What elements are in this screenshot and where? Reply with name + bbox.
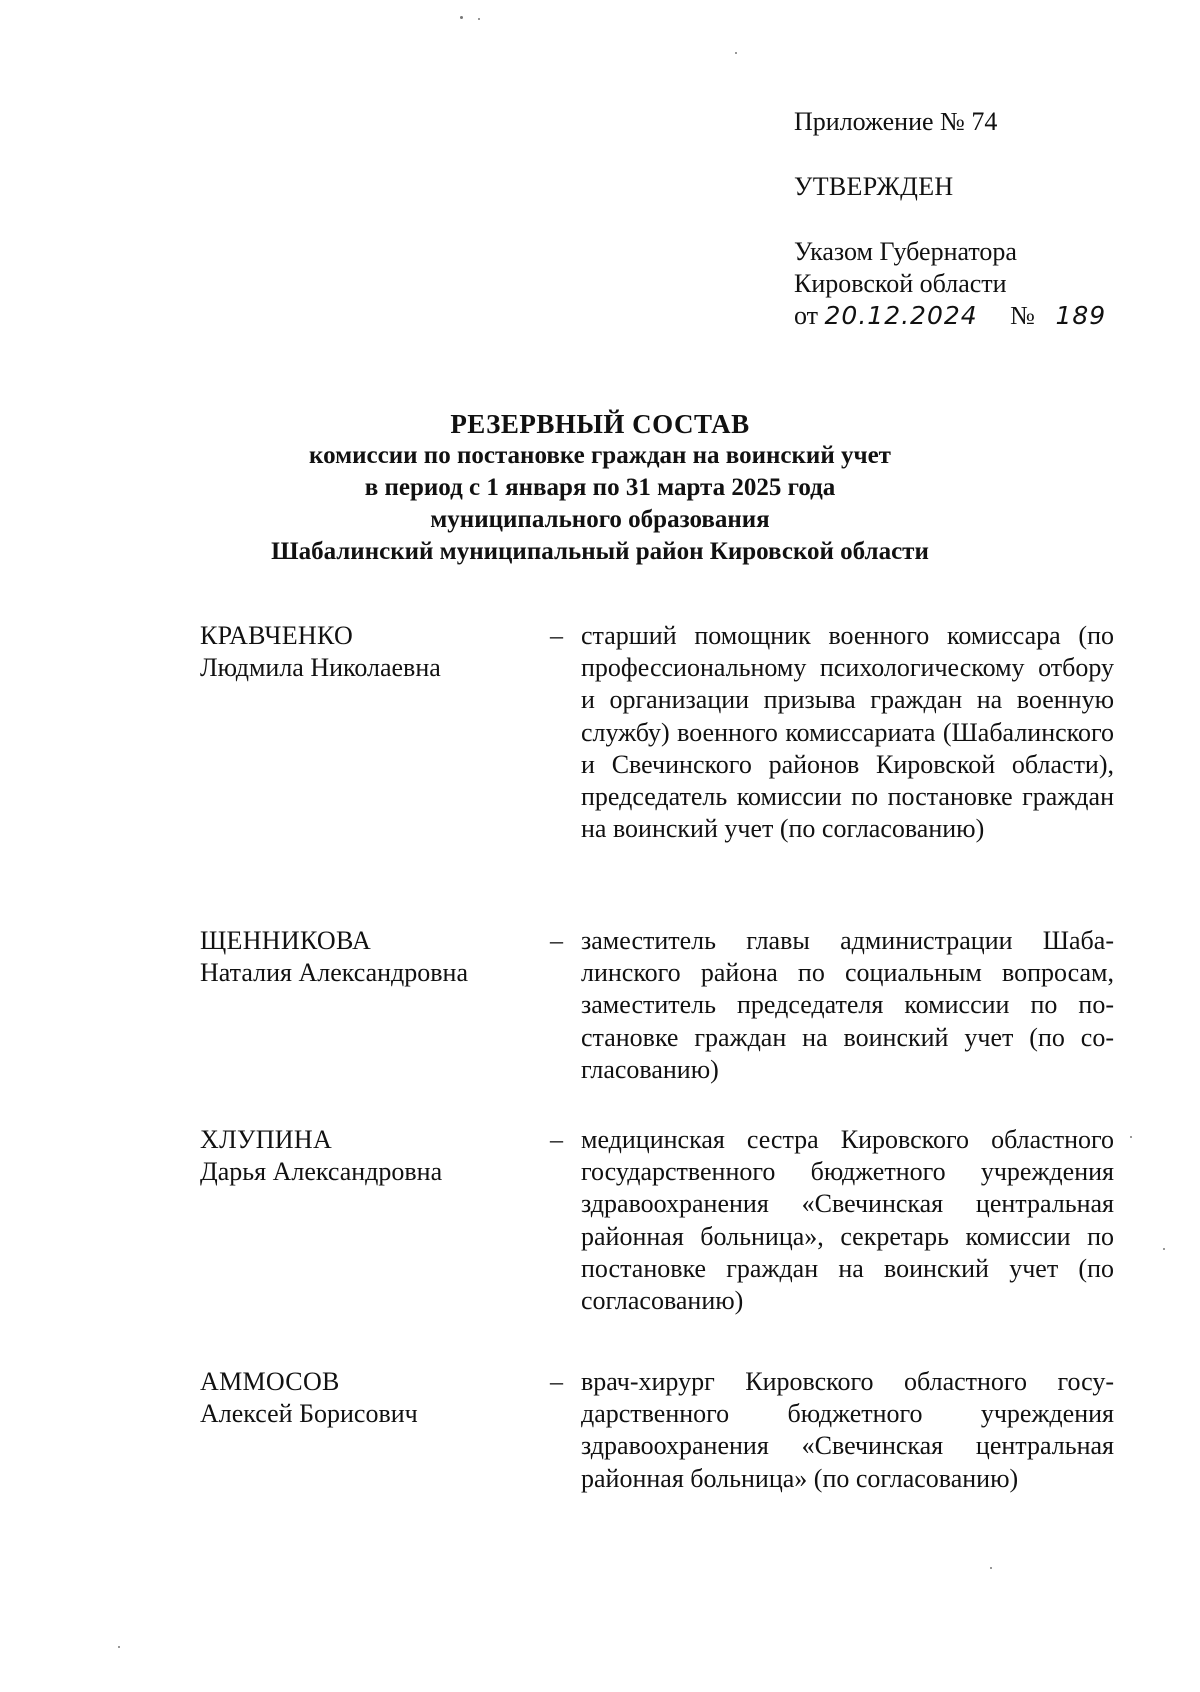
scan-speck bbox=[118, 1646, 120, 1648]
member-entry bbox=[200, 620, 1120, 880]
member-given-names: Дарья Александровна bbox=[200, 1157, 443, 1187]
member-given-names: Людмила Николаевна bbox=[200, 653, 441, 683]
member-dash: – bbox=[550, 1367, 563, 1396]
member-name bbox=[200, 925, 530, 989]
scan-speck bbox=[1163, 1248, 1165, 1250]
decree-date-row bbox=[794, 300, 1174, 332]
approval-stamp-block bbox=[794, 106, 1174, 332]
decree-line-2: Кировской области bbox=[794, 269, 1007, 298]
appendix-number: Приложение № 74 bbox=[794, 107, 998, 136]
approved-label: УТВЕРЖДЕН bbox=[794, 172, 954, 201]
title-line-4: Шабалинский муниципальный район Кировской области bbox=[271, 538, 929, 565]
title-line-3: муниципального образования bbox=[430, 506, 770, 533]
member-surname: КРАВЧЕНКО bbox=[200, 621, 354, 650]
member-dash: – bbox=[550, 1125, 563, 1154]
scan-speck bbox=[990, 1567, 992, 1569]
member-role: врач-хирург Кировского областного государственного бюджетного учреждения здравоохранения «Свечинская центральная районная больница» (по согласованию) bbox=[581, 1367, 1114, 1493]
member-name bbox=[200, 1124, 530, 1188]
member-surname: ХЛУПИНА bbox=[200, 1125, 333, 1154]
scan-speck bbox=[1130, 1136, 1132, 1138]
scan-speck bbox=[460, 16, 463, 19]
member-entry bbox=[200, 1366, 1120, 1506]
member-entry bbox=[200, 925, 1120, 1095]
member-role: медицинская сестра Кировского областного государственного бюджетного учреждения здравоохранения «Свечинская центральная районная больница», секретарь комиссии по постановке граждан на воинский учет (по согласованию) bbox=[581, 1125, 1114, 1316]
member-name bbox=[200, 1366, 530, 1430]
scan-speck bbox=[478, 18, 480, 20]
member-name bbox=[200, 620, 530, 684]
decree-number-handwritten: 189 bbox=[1055, 301, 1107, 330]
member-surname: ЩЕННИКОВА bbox=[200, 926, 372, 955]
date-prefix: от bbox=[794, 301, 819, 330]
title-line-2: в период с 1 января по 31 марта 2025 года bbox=[364, 474, 836, 501]
member-role: заместитель главы администрации Шабалинского района по социальным вопросам, заместитель председателя комиссии по постановке граждан на воинский учет (по согласованию) bbox=[581, 926, 1114, 1084]
member-dash: – bbox=[550, 926, 563, 955]
member-given-names: Наталия Александровна bbox=[200, 958, 468, 988]
member-dash: – bbox=[550, 621, 563, 650]
decree-line-1: Указом Губернатора bbox=[794, 237, 1017, 266]
decree-date-handwritten: 20.12.2024 bbox=[824, 301, 978, 330]
member-surname: АММОСОВ bbox=[200, 1367, 340, 1396]
title-line-1: комиссии по постановке граждан на воинский учет bbox=[309, 442, 891, 469]
number-sign: № bbox=[1010, 301, 1035, 330]
member-role: старший помощник военного комиссара (по профессиональному психологическому отбору и организации призыва граждан на военную службу) военного комиссариата (Шабалинского и Свечинского районов Кировской области), председатель комиссии по постановке граждан на воинский учет (по согласованию) bbox=[581, 621, 1114, 844]
member-given-names: Алексей Борисович bbox=[200, 1399, 418, 1429]
scan-speck bbox=[735, 52, 737, 54]
document-title-block bbox=[160, 408, 1040, 568]
member-entry bbox=[200, 1124, 1120, 1324]
document-title: РЕЗЕРВНЫЙ СОСТАВ bbox=[450, 409, 750, 439]
